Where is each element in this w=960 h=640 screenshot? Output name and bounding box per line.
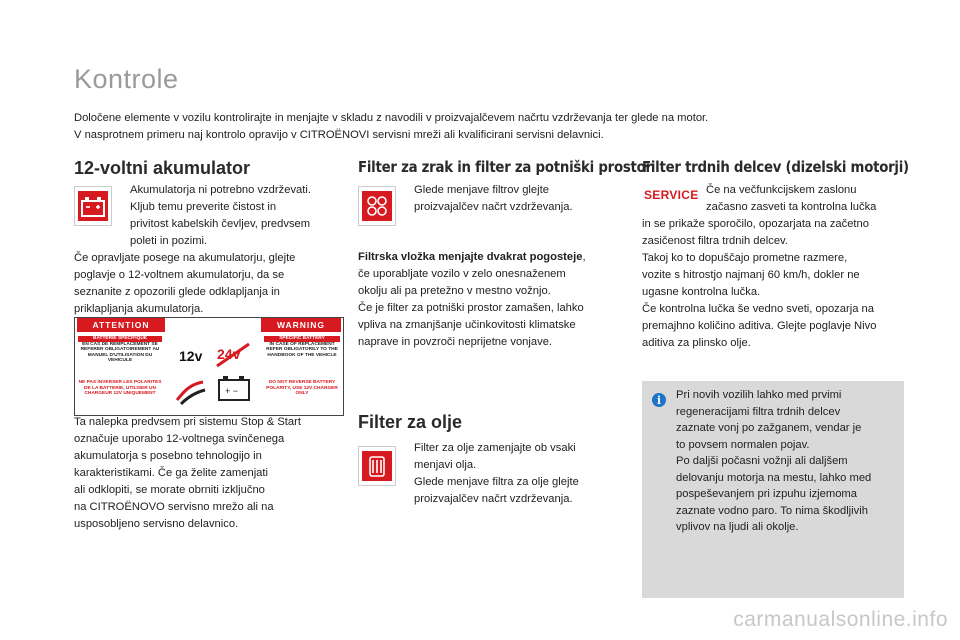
air-filter-text (358, 249, 633, 351)
battery-warning-label (74, 317, 344, 416)
oil-filter-side-text (414, 440, 629, 508)
text-line: Glede menjave filtrov glejte (414, 184, 549, 196)
watermark: carmanualsonline.info (733, 608, 948, 631)
crossed-out-icon (215, 342, 251, 368)
text-line: proizvajalčev načrt vzdrževanja. (414, 201, 573, 213)
intro-line: V nasprotnem primeru naj kontrolo opravijo v CITROËNOVI servisni mreži ali kvalificirani servisni delavnici. (74, 129, 604, 141)
text-line: označuje uporabo 12-voltnega svinčenega (74, 433, 285, 445)
text-line: zaznate vodno paro. To nima škodljivih (676, 504, 868, 517)
text-line: priklapljanja akumulatorja. (74, 303, 204, 315)
battery-icon (74, 186, 112, 226)
text-line: ali odklopiti, se morate obrniti izključno (74, 484, 265, 496)
label-24v: 24v (217, 346, 241, 362)
battery-full-text (74, 250, 349, 318)
label-fr-top-title: BATTERIE SPECIFIQUE (78, 336, 162, 342)
text-line: poleti in pozimi. (130, 235, 208, 247)
label-12v: 12v (179, 348, 203, 364)
text-line: Filter za olje zamenjajte ob vsaki (414, 442, 576, 454)
text-line: zasičenost filtra trdnih delcev. (642, 235, 788, 247)
text-line: Ta nalepka predvsem pri sistemu Stop & Start (74, 416, 301, 428)
text-line: začasno zasveti ta kontrolna lučka (706, 201, 877, 213)
intro-line: Določene elemente v vozilu kontrolirajte in menjajte v skladu z navodili v proizvajalčevem načrtu vzdrževanja ter glede na motor. (74, 112, 709, 124)
text-line: Glede menjave filtra za olje glejte (414, 476, 579, 488)
text-line: naprave in povzroči neprijetne vonjave. (358, 336, 553, 348)
text-line: Akumulatorja ni potrebno vzdrževati. (130, 184, 311, 196)
text-line: in se prikaže sporočilo, opozarjata na začetno (642, 218, 869, 230)
label-fr-top (78, 336, 162, 364)
battery-side-text (130, 182, 345, 250)
text-line: Če kontrolna lučka še vedno sveti, opozarja na (642, 303, 874, 315)
text-line: Pri novih vozilih lahko med prvimi (676, 389, 842, 401)
label-attention: ATTENTION (77, 318, 165, 332)
text-line: če uporabljate vozilo v zelo onesnaženem (358, 268, 566, 280)
text-line: vpliva na zmanjšanje učinkovitosti klimatske (358, 319, 576, 331)
text-line: regeneracijami filtra trdnih delcev (676, 405, 841, 418)
particle-filter-side-text (706, 182, 916, 216)
text-line: Če je filter za potniški prostor zamašen, lahko (358, 302, 584, 314)
text-line: menjavi olja. (414, 459, 477, 471)
info-note-text (676, 387, 898, 536)
text-line: Če opravljate posege na akumulatorju, glejte (74, 252, 296, 264)
label-en-bottom: DO NOT REVERSE BATTERY POLARITY, USE 12V CHARGER ONLY (266, 380, 338, 397)
svg-text:+ −: + − (225, 386, 239, 396)
info-icon: i (652, 393, 666, 407)
label-fr-top-body: EN CAS DE REMPLACEMENT SE REFERER OBLIGATOIREMENT AU MANUEL D'UTILISATION DU VEHICULE (80, 341, 160, 364)
text-line (358, 249, 633, 266)
text-line: vplivov na ljudi ali okolje. (676, 521, 799, 533)
label-en-top-title: SPECIFIC BATTERY (264, 336, 340, 342)
text-line: Takoj ko to dopuščajo prometne razmere, (642, 252, 848, 264)
battery-section-title: 12-voltni akumulator (74, 158, 251, 178)
air-filter-section-title: Filter za zrak in filter za potniški prostor (358, 158, 652, 176)
text-line: akumulatorja s posebno tehnologijo in (74, 450, 262, 462)
oil-filter-icon (358, 446, 396, 486)
text-line: seznanite z opozorili glede odklapljanja in (74, 286, 280, 298)
text-line: delovanju motorja na mestu, lahko med (676, 471, 872, 484)
label-warning: WARNING (261, 318, 341, 332)
text-line: poglavje o 12-voltnem akumulatorju, da se (74, 269, 285, 281)
bold-tail: , (582, 251, 586, 263)
text-line: to povsem normalen pojav. (676, 438, 810, 451)
text-line: zaznate vonj po zažganem, vendar je (676, 422, 862, 434)
particle-filter-section-title: Filter trdnih delcev (dizelski motorji) (642, 158, 909, 176)
text-line: Kljub temu preverite čistost in (130, 201, 277, 213)
oil-filter-section-title: Filter za olje (358, 412, 463, 432)
particle-filter-text (642, 216, 917, 352)
label-en-top-body: IN CASE OF REPLACEMENT REFER OBLIGATORILY TO THE HANDBOOK OF THE VEHICLE (266, 341, 338, 358)
intro-text (74, 110, 914, 144)
label-fr-bottom: NE PAS INVERSER LES POLARITES DE LA BATTERIE, UTILISER UN CHARGEUR 12V UNIQUEMENT (78, 380, 162, 397)
text-line: karakteristikami. Če ga želite zamenjati (74, 467, 268, 479)
text-line: Če na večfunkcijskem zaslonu (706, 184, 857, 196)
battery-after-text (74, 414, 349, 533)
battery-charger-icon (175, 370, 255, 406)
air-filter-icon (358, 186, 396, 226)
text-line: privitost kabelskih čevljev, predvsem (130, 218, 311, 230)
text-line: premajhno količino aditiva. Glejte poglavje Nivo (642, 320, 877, 332)
text-line: aditiva za plinsko olje. (642, 337, 751, 349)
text-line: usposobljeno servisno delavnico. (74, 518, 239, 530)
label-en-top (264, 336, 340, 358)
text-line: vozite s hitrostjo najmanj 60 km/h, dokler ne (642, 269, 860, 281)
text-line: okolju ali pa pretežno v mestno vožnjo. (358, 285, 551, 297)
text-line: Po daljši počasni vožnji ali daljšem (676, 455, 848, 467)
text-line: ugasne kontrolna lučka. (642, 286, 761, 298)
text-line: pospeševanjem pri izpuhu izjemoma (676, 488, 857, 500)
page-title: Kontrole (74, 64, 179, 94)
info-note-box (642, 381, 904, 598)
service-warning-icon: SERVICE (644, 188, 699, 202)
air-filter-side-text (414, 182, 624, 216)
bold-lead: Filtrska vložka menjajte dvakrat pogosteje (358, 251, 583, 263)
text-line: proizvajalčev načrt vzdrževanja. (414, 493, 573, 505)
text-line: na CITROËNOVO servisno mrežo ali na (74, 501, 274, 513)
